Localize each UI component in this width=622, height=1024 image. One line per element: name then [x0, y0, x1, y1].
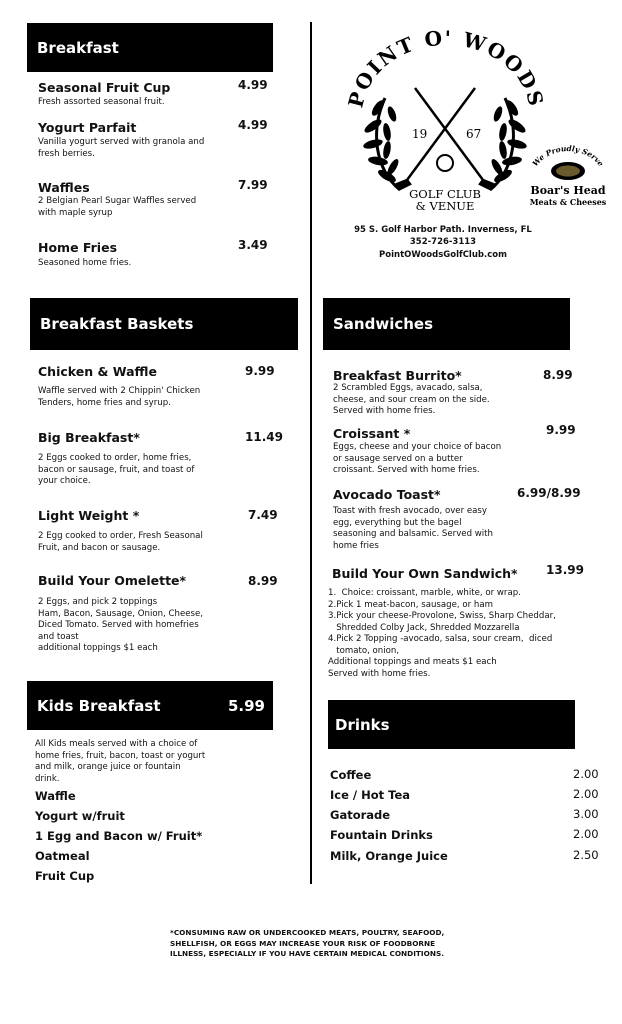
disclaimer: *CONSUMING RAW OR UNDERCOOKED MEATS, POULTRY, SEAFOOD, SHELLFISH, OR EGGS MAY INCREASE YOUR RISK OF FOODBORNE ILLNESS, ESPECIALLY IF YOU HAVE CERTAIN MEDICAL CONDITIONS.: [170, 928, 445, 958]
boars-head-sub: Meats & Cheeses: [529, 197, 607, 207]
kids-item: Fruit Cup: [35, 869, 95, 883]
drink-price: 3.00: [573, 807, 599, 821]
logo-arc-text: POINT O' WOODS: [343, 30, 549, 110]
logo-sub2: & VENUE: [415, 199, 475, 213]
item-desc: Toast with fresh avocado, over easy egg, everything but the bagel seasoning and balsamic. Served with home fries: [333, 506, 493, 551]
item-desc: 2 Egg cooked to order, Fresh Seasonal Fruit, and bacon or sausage.: [38, 531, 203, 553]
kids-item: Waffle: [35, 789, 76, 803]
item-desc: Vanilla yogurt served with granola and fresh berries.: [38, 137, 205, 159]
drink-price: 2.00: [573, 787, 599, 801]
item-price: 7.99: [238, 178, 268, 192]
laurel-right-icon: [489, 98, 527, 190]
sandwiches-header: [323, 298, 570, 350]
item-name: Home Fries: [38, 240, 118, 255]
item-price: 7.49: [248, 508, 278, 522]
baskets-header: [30, 298, 298, 350]
drink-name: Gatorade: [330, 808, 391, 822]
drink-name: Fountain Drinks: [330, 828, 433, 842]
logo-sub1: GOLF CLUB: [409, 187, 481, 201]
breakfast-header: [27, 23, 273, 72]
item-price: 6.99/8.99: [517, 486, 581, 500]
breakfast-title: Breakfast: [37, 38, 119, 57]
logo-year-right: 67: [466, 127, 482, 141]
sandwiches-title: Sandwiches: [333, 315, 434, 333]
item-desc: Eggs, cheese and your choice of bacon or sausage served on a butter croissant. Served with home fries.: [333, 442, 502, 475]
item-name: Light Weight *: [38, 508, 140, 523]
item-price: 4.99: [238, 118, 268, 132]
logo-year-left: 19: [412, 127, 428, 141]
drink-name: Milk, Orange Juice: [330, 849, 448, 863]
item-name: Seasonal Fruit Cup: [38, 80, 171, 95]
kids-desc: All Kids meals served with a choice of home fries, fruit, bacon, toast or yogurt and milk, orange juice or fountain drink.: [35, 739, 206, 784]
item-price: 8.99: [543, 368, 573, 382]
byo-instructions: 1. Choice: croissant, marble, white, or wrap. 2.Pick 1 meat-bacon, sausage, or ham 3.Pick your cheese-Provolone, Swiss, Sharp Cheddar, Shredded Colby Jack, Shredded Mozzarella 4.Pick 2 Topping -avocado, salsa, sour cream, diced tomato, onion, Additional toppings and meats $1 each Served with home fries.: [328, 588, 556, 679]
drink-name: Ice / Hot Tea: [330, 788, 411, 802]
item-price: 11.49: [245, 430, 283, 444]
contact-website[interactable]: PointOWoodsGolfClub.com: [379, 250, 507, 260]
kids-price: 5.99: [227, 696, 265, 715]
item-price: 13.99: [546, 563, 584, 577]
contact-address: 95 S. Golf Harbor Path. Inverness, FL: [354, 225, 532, 235]
svg-text:We Proudly Serve: We Proudly Serve: [530, 143, 606, 169]
item-desc: Waffle served with 2 Chippin' Chicken Tenders, home fries and syrup.: [38, 386, 201, 408]
point-o-woods-logo: [340, 30, 550, 220]
item-name: Big Breakfast*: [38, 430, 140, 445]
kids-header: [27, 681, 273, 730]
item-desc: 2 Eggs cooked to order, home fries, bacon or sausage, fruit, and toast of your choice.: [38, 453, 195, 486]
item-name: Breakfast Burrito*: [333, 368, 462, 383]
item-price: 3.49: [238, 238, 268, 252]
baskets-title: Breakfast Baskets: [40, 315, 194, 333]
column-divider: [310, 22, 312, 884]
item-name: Chicken & Waffle: [38, 364, 157, 379]
boars-head-brand: Boar's Head: [530, 184, 606, 197]
item-name: Avocado Toast*: [333, 487, 441, 502]
item-name: Croissant *: [333, 426, 411, 441]
contact-phone: 352-726-3113: [409, 237, 477, 247]
item-name: Waffles: [38, 180, 90, 195]
drink-name: Coffee: [330, 768, 372, 782]
item-desc: 2 Scrambled Eggs, avacado, salsa, cheese, and sour cream on the side. Served with home fries.: [333, 383, 490, 416]
item-price: 9.99: [546, 423, 576, 437]
item-desc: 2 Belgian Pearl Sugar Waffles served with maple syrup: [38, 196, 197, 218]
laurel-left-icon: [362, 98, 400, 190]
item-price: 9.99: [245, 364, 275, 378]
drink-price: 2.50: [573, 848, 599, 862]
item-price: 8.99: [248, 574, 278, 588]
kids-item: Yogurt w/fruit: [35, 809, 125, 823]
item-name: Yogurt Parfait: [38, 120, 137, 135]
item-name: Build Your Own Sandwich*: [332, 566, 518, 581]
kids-item: Oatmeal: [35, 849, 90, 863]
drinks-title: Drinks: [335, 715, 390, 734]
boars-head-logo: [525, 140, 610, 215]
kids-item: 1 Egg and Bacon w/ Fruit*: [35, 829, 203, 843]
item-price: 4.99: [238, 78, 268, 92]
drink-price: 2.00: [573, 827, 599, 841]
item-desc: Seasoned home fries.: [38, 258, 132, 268]
item-name: Build Your Omelette*: [38, 573, 187, 588]
kids-title: Kids Breakfast: [37, 696, 161, 715]
item-desc: 2 Eggs, and pick 2 toppings Ham, Bacon, Sausage, Onion, Cheese, Diced Tomato. Served with homefries and toast additional toppings $1 each: [38, 597, 204, 653]
golf-ball-icon: [437, 155, 453, 171]
item-desc: Fresh assorted seasonal fruit.: [38, 97, 165, 107]
drink-price: 2.00: [573, 767, 599, 781]
drinks-header: [328, 700, 575, 749]
